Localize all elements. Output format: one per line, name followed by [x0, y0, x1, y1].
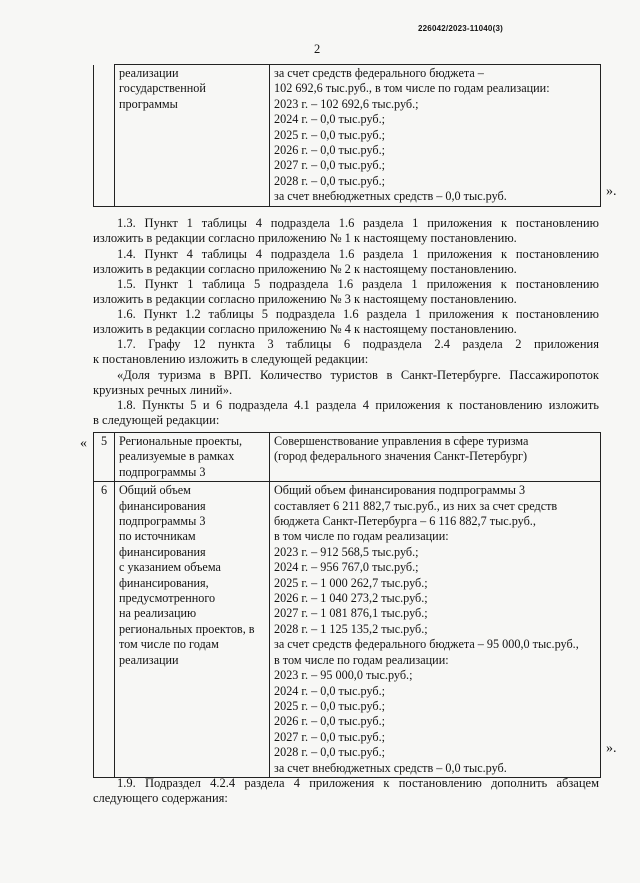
table-text: региональных проектов, в	[119, 621, 255, 636]
table-text: подпрограммы 3	[119, 514, 206, 529]
table-text: на реализацию	[119, 606, 197, 621]
paragraph-line: круизных речных линий».	[93, 383, 233, 397]
closing-quote: ».	[606, 184, 617, 199]
table-text: за счет внебюджетных средств – 0,0 тыс.руб.	[274, 189, 507, 204]
paragraph-line: 1.7. Графу 12 пункта 3 таблицы 6 подраздела 2.4 раздела 2 приложения	[117, 337, 599, 351]
table-text: (город федерального значения Санкт-Петербург)	[274, 449, 528, 464]
table-cell-value	[270, 65, 601, 207]
paragraph-1-4	[93, 247, 599, 277]
paragraph-line: изложить в редакции согласно приложению № 4 к настоящему постановлению.	[93, 322, 517, 336]
table-text: 102 692,6 тыс.руб., в том числе по годам реализации:	[274, 81, 550, 96]
paragraph-1-3	[93, 216, 599, 246]
table-text: Общий объем финансирования подпрограммы 3	[274, 483, 526, 498]
table-text: реализации	[119, 652, 179, 667]
paragraph-line: 1.3. Пункт 1 таблицы 4 подраздела 1.6 раздела 1 приложения к постановлению	[117, 216, 599, 230]
table-text: программы	[119, 96, 178, 111]
paragraph-1-7	[93, 337, 599, 367]
table-text: за счет средств федерального бюджета –	[274, 66, 484, 80]
table-cell-label	[115, 65, 270, 207]
table-text: 2027 г. – 0,0 тыс.руб.;	[274, 158, 386, 173]
table-text: 2027 г. – 0,0 тыс.руб.;	[274, 729, 386, 744]
table-text: реализации	[119, 66, 179, 80]
table-text: по источникам	[119, 529, 196, 544]
paragraph-line: 1.8. Пункты 5 и 6 подраздела 4.1 раздела 4 приложения к постановлению изложить	[117, 398, 599, 412]
table-text: Общий объем	[119, 483, 191, 498]
table-text: 2027 г. – 1 081 876,1 тыс.руб.;	[274, 606, 428, 621]
table-text: Совершенствование управления в сфере туризма	[274, 434, 529, 448]
table-text: составляет 6 211 882,7 тыс.руб., из них за счет средств	[274, 498, 558, 513]
paragraph-line: 1.6. Пункт 1.2 таблицы 5 подраздела 1.6 раздела 1 приложения к постановлению	[117, 307, 599, 321]
table-text: с указанием объема	[119, 560, 221, 575]
table-text: 2023 г. – 912 568,5 тыс.руб.;	[274, 544, 419, 559]
table-text: 2028 г. – 0,0 тыс.руб.;	[274, 745, 386, 760]
table-cell-empty	[94, 65, 115, 207]
table-text: предусмотренного	[119, 591, 216, 606]
table-text: 2024 г. – 0,0 тыс.руб.;	[274, 683, 386, 698]
table-text: 2025 г. – 1 000 262,7 тыс.руб.;	[274, 575, 428, 590]
table-text: 2026 г. – 1 040 273,2 тыс.руб.;	[274, 591, 428, 606]
table-text: 2023 г. – 95 000,0 тыс.руб.;	[274, 668, 413, 683]
table-cell-value	[270, 482, 601, 778]
paragraph-1-5	[93, 277, 599, 307]
opening-quote: «	[80, 436, 87, 451]
table-text: 2024 г. – 0,0 тыс.руб.;	[274, 112, 386, 127]
table-text: 2025 г. – 0,0 тыс.руб.;	[274, 698, 386, 713]
paragraph-1-8	[93, 398, 599, 428]
paragraph-quote	[93, 368, 599, 398]
table-text: 2028 г. – 1 125 135,2 тыс.руб.;	[274, 621, 428, 636]
table-row	[94, 482, 601, 778]
table-text: Региональные проекты,	[119, 434, 243, 448]
paragraph-line: следующего содержания:	[93, 791, 228, 805]
document-id: 226042/2023-11040(3)	[418, 24, 503, 33]
table-text: 2028 г. – 0,0 тыс.руб.;	[274, 173, 386, 188]
table-text: 2025 г. – 0,0 тыс.руб.;	[274, 127, 386, 142]
table-cell-label	[115, 433, 270, 482]
table-text: в том числе по годам реализации:	[274, 652, 449, 667]
funding-table-continued	[93, 64, 601, 207]
paragraph-line: изложить в редакции согласно приложению № 3 к настоящему постановлению.	[93, 292, 517, 306]
paragraph-line: в следующей редакции:	[93, 413, 220, 427]
table-text: 2026 г. – 0,0 тыс.руб.;	[274, 714, 386, 729]
paragraph-1-6	[93, 307, 599, 337]
table-text: в том числе по годам реализации:	[274, 529, 449, 544]
table-text: реализуемые в рамках	[119, 449, 235, 464]
paragraph-line: «Доля туризма в ВРП. Количество туристов в Санкт-Петербурге. Пассажиропоток	[117, 368, 599, 382]
table-text: за счет внебюджетных средств – 0,0 тыс.руб.	[274, 760, 507, 775]
paragraph-line: 1.5. Пункт 1 таблица 5 подраздела 1.6 раздела 1 приложения к постановлению	[117, 277, 599, 291]
table-text: бюджета Санкт-Петербурга – 6 116 882,7 тыс.руб.,	[274, 514, 536, 529]
table-text: 2026 г. – 0,0 тыс.руб.;	[274, 143, 386, 158]
paragraph-1-9	[93, 776, 599, 806]
table-text: 2024 г. – 956 767,0 тыс.руб.;	[274, 560, 419, 575]
page-number: 2	[314, 42, 321, 56]
row-number: 6	[94, 482, 115, 778]
paragraph-line: к постановлению изложить в следующей редакции:	[93, 352, 369, 366]
row-number: 5	[94, 433, 115, 482]
table-text: том числе по годам	[119, 637, 219, 652]
closing-quote: ».	[606, 741, 617, 756]
paragraph-line: 1.9. Подраздел 4.2.4 раздела 4 приложения к постановлению дополнить абзацем	[117, 776, 599, 790]
table-row	[94, 433, 601, 482]
table-text: 2023 г. – 102 692,6 тыс.руб.;	[274, 96, 419, 111]
paragraph-line: изложить в редакции согласно приложению № 2 к настоящему постановлению.	[93, 262, 517, 276]
table-text: финансирования	[119, 544, 206, 559]
table-text: финансирования	[119, 498, 206, 513]
table-cell-value	[270, 433, 601, 482]
table-cell-label	[115, 482, 270, 778]
table-text: государственной	[119, 81, 206, 96]
paragraph-line: 1.4. Пункт 4 таблицы 4 подраздела 1.6 раздела 1 приложения к постановлению	[117, 247, 599, 261]
table-text: за счет средств федерального бюджета – 95 000,0 тыс.руб.,	[274, 637, 579, 652]
table-text: финансирования,	[119, 575, 209, 590]
table-text: подпрограммы 3	[119, 464, 206, 479]
paragraph-line: изложить в редакции согласно приложению № 1 к настоящему постановлению.	[93, 231, 517, 245]
subprogram-table	[93, 432, 601, 778]
